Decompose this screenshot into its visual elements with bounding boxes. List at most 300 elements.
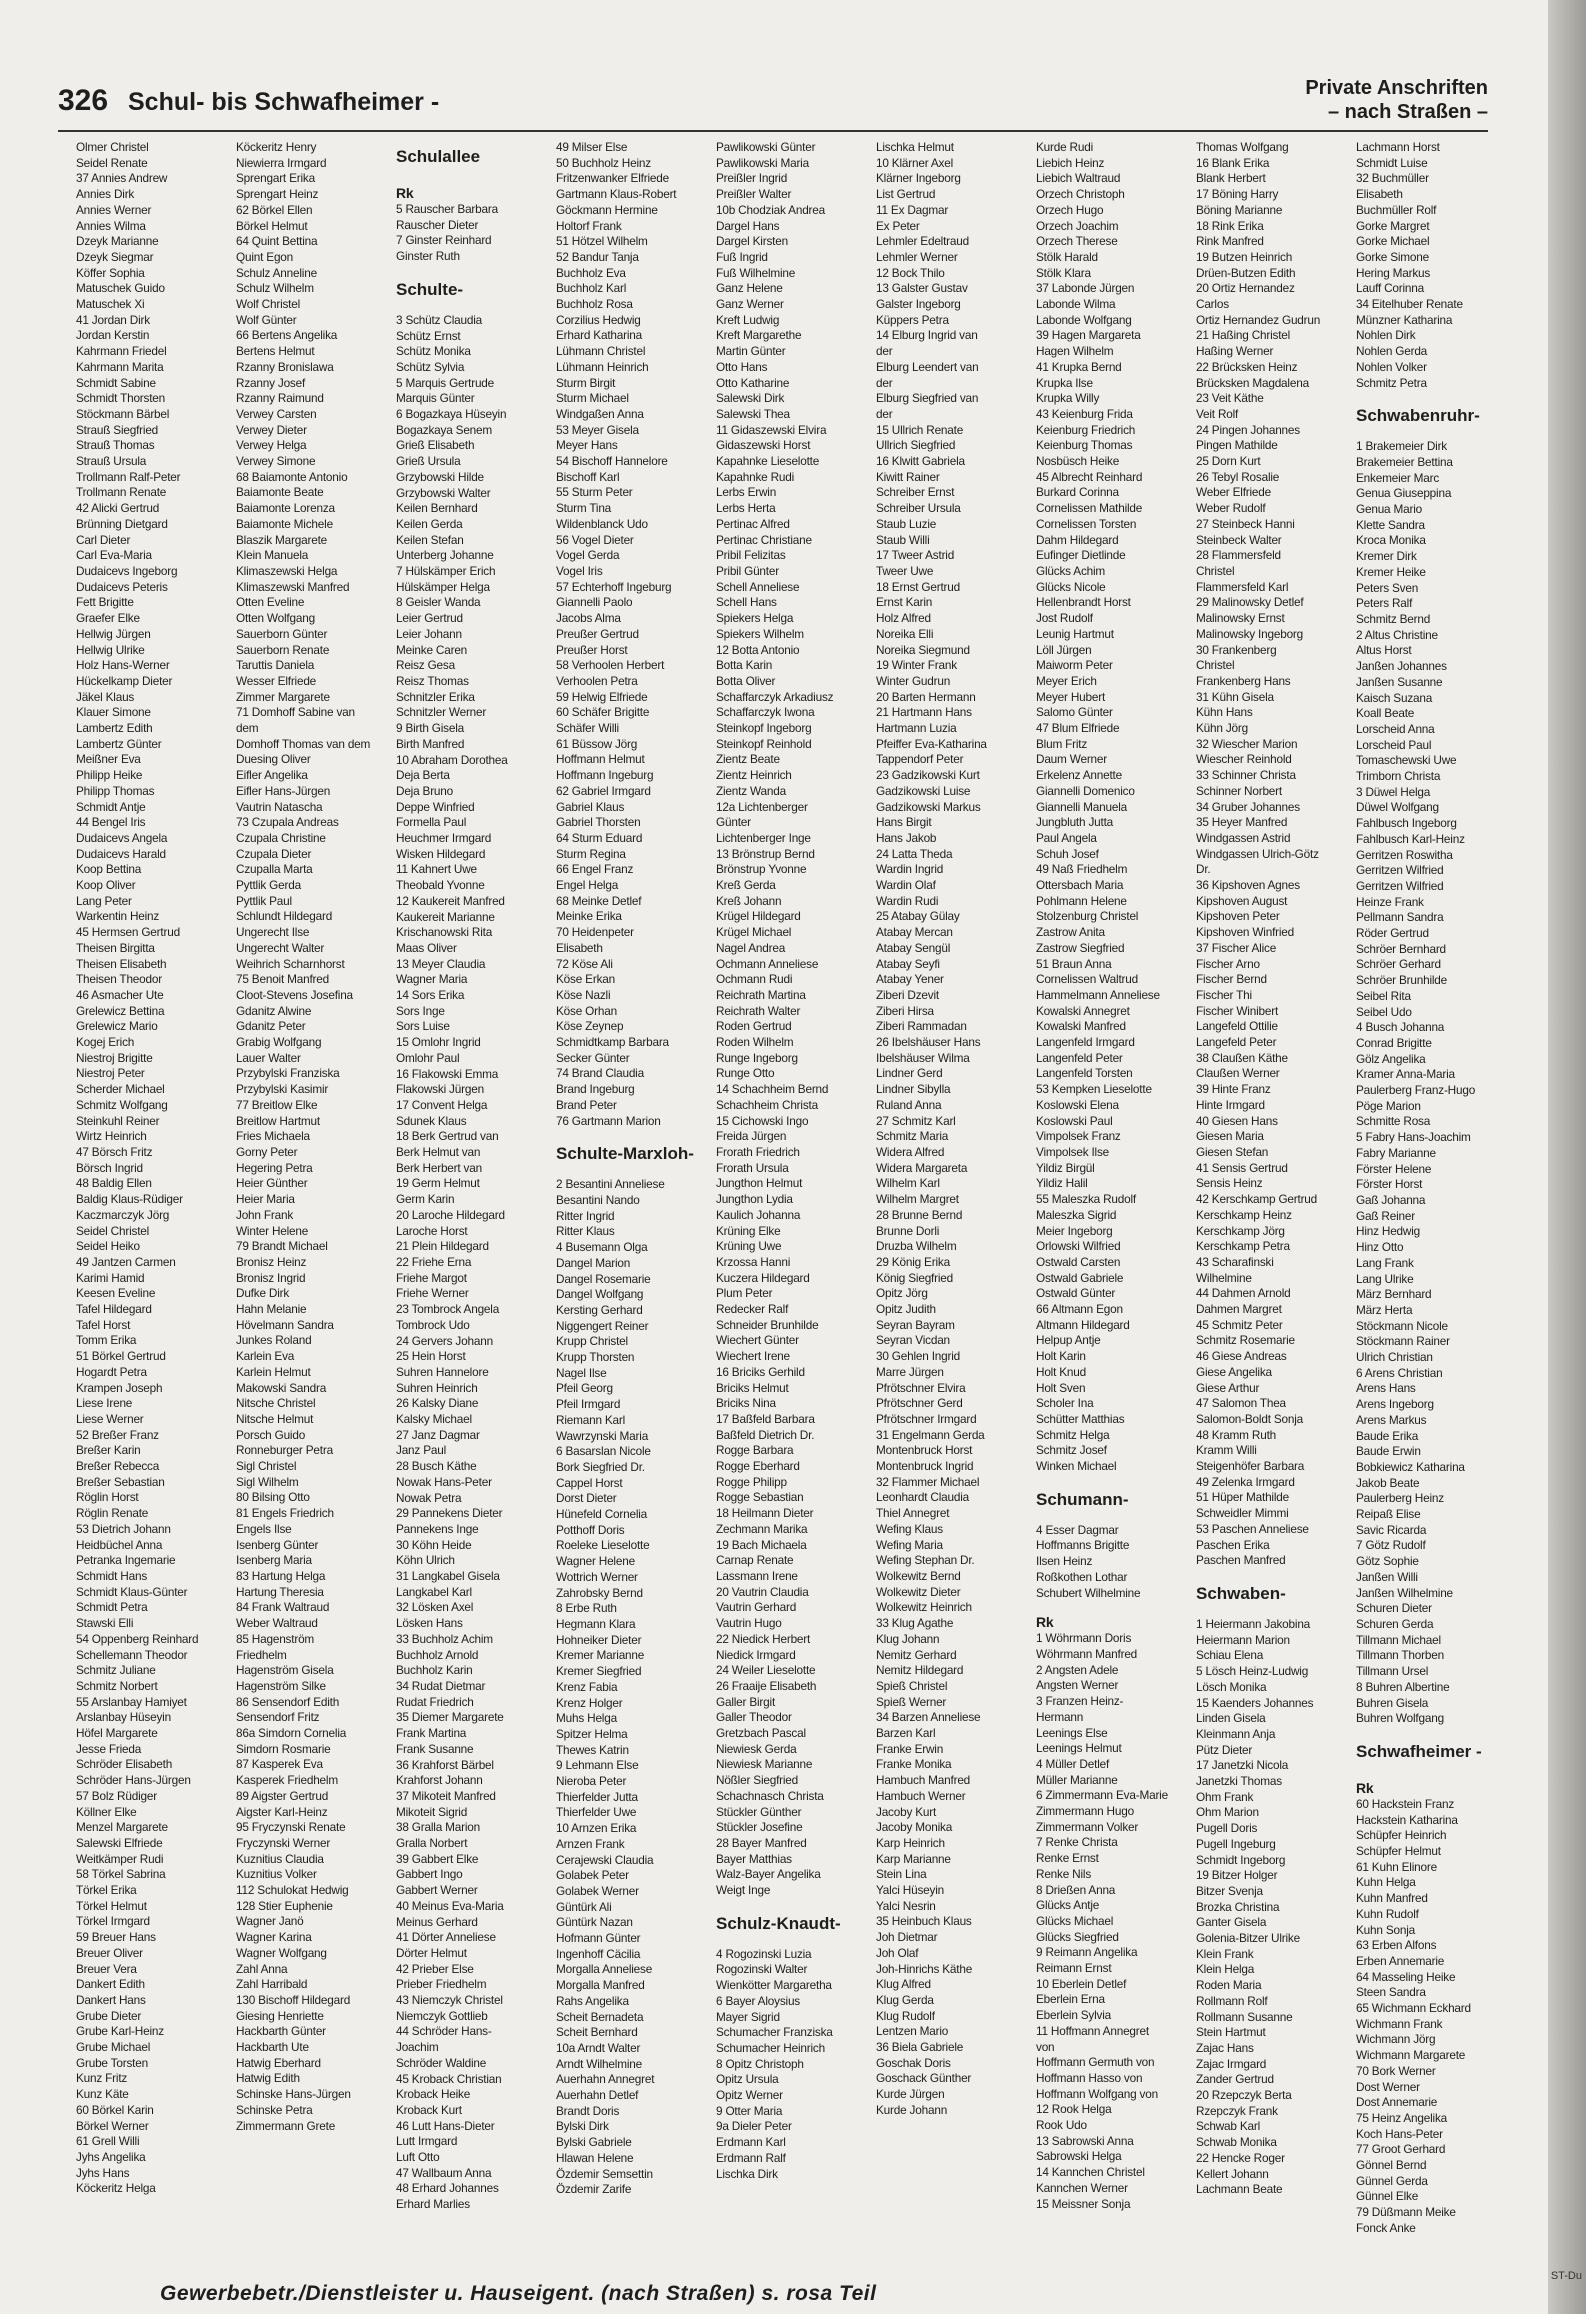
resident-entry: 49 Jantzen Carmen	[76, 1254, 176, 1269]
resident-entry: Krüning Uwe	[716, 1239, 782, 1254]
resident-entry: Schlundt Hildegard	[236, 909, 333, 924]
resident-entry: 48 Baldig Ellen	[76, 1176, 152, 1191]
resident-entry: 61 Büssow Jörg	[556, 736, 638, 751]
resident-entry: Schnitzler Erika	[396, 689, 475, 704]
resident-entry: 10 Arnzen Erika	[556, 1821, 637, 1836]
resident-entry: Schmidt Hans	[76, 1568, 148, 1583]
resident-entry: Verwey Dieter	[236, 422, 307, 437]
resident-entry: Sdunek Klaus	[396, 1113, 467, 1128]
resident-entry: Bylski Dirk	[556, 2119, 609, 2134]
resident-entry: Schröer Brunhilde	[1356, 973, 1448, 988]
resident-entry: Glücks Michael	[1036, 1913, 1114, 1928]
resident-entry: Barzen Karl	[876, 1726, 936, 1741]
resident-entry: Cerajewski Claudia	[556, 1852, 654, 1867]
resident-entry: Schuh Josef	[1036, 846, 1099, 861]
resident-entry: Opitz Judith	[876, 1302, 936, 1317]
resident-entry: Ritter Ingrid	[556, 1208, 615, 1223]
resident-entry: Gadzikowski Markus	[876, 799, 981, 814]
resident-entry: Hlawan Helene	[556, 2150, 634, 2165]
resident-entry: Nagel Andrea	[716, 940, 786, 955]
resident-entry: Hans Jakob	[876, 830, 937, 845]
resident-entry: Pütz Dieter	[1196, 1742, 1253, 1757]
spacer	[556, 1129, 712, 1137]
resident-entry: 37 Fischer Alice	[1196, 940, 1277, 955]
resident-entry: Stückler Günther	[716, 1804, 802, 1819]
resident-entry: Weber Waltraud	[236, 1616, 318, 1631]
resident-entry: 42 Kerschkamp Gertrud	[1196, 1192, 1318, 1207]
resident-entry: Widera Margareta	[876, 1160, 968, 1175]
resident-entry: Janz Paul	[396, 1443, 447, 1458]
resident-entry: Wagner Karina	[236, 1930, 312, 1945]
resident-entry: 56 Vogel Dieter	[556, 532, 634, 547]
resident-entry: Scherder Michael	[76, 1082, 165, 1097]
resident-entry: Labonde Wilma	[1036, 297, 1116, 312]
street-heading: Schwabenruhr-	[1356, 406, 1480, 426]
resident-entry: Weihrich Scharnhorst	[236, 956, 345, 971]
resident-entry: Flakowski Jürgen	[396, 1082, 484, 1097]
resident-entry: 24 Weiler Lieselotte	[716, 1663, 816, 1678]
resident-entry: 20 Ortiz Hernandez	[1196, 281, 1295, 296]
resident-entry: 39 Gabbert Elke	[396, 1851, 479, 1866]
resident-entry: Niewierra Irmgard	[236, 155, 327, 170]
resident-entry: Erdmann Karl	[716, 2135, 786, 2150]
resident-entry: 37 Labonde Jürgen	[1036, 281, 1135, 296]
resident-entry: Schachnasch Christa	[716, 1788, 824, 1803]
resident-entry: Kramm Willi	[1196, 1443, 1257, 1458]
resident-entry: Schmidt Sabine	[76, 375, 156, 390]
resident-entry: Kurde Johann	[876, 2102, 948, 2117]
resident-entry: Lassmann Irene	[716, 1568, 798, 1583]
resident-entry: Hoffmann Ingeburg	[556, 768, 654, 783]
resident-entry: 40 Meinus Eva-Maria	[396, 1898, 504, 1913]
resident-entry: Schreiber Ernst	[876, 485, 955, 500]
resident-entry: der	[876, 375, 893, 390]
resident-entry: Lutt Irmgard	[396, 2134, 458, 2149]
resident-entry: Koop Bettina	[76, 862, 142, 877]
resident-entry: Ungerecht Ilse	[236, 925, 310, 940]
resident-entry: Ginster Ruth	[396, 249, 460, 264]
resident-entry: Giesen Maria	[1196, 1129, 1264, 1144]
resident-entry: Kogej Erich	[76, 1035, 135, 1050]
resident-entry: Sors Luise	[396, 1019, 450, 1034]
resident-entry: Eberlein Erna	[1036, 1992, 1105, 2007]
resident-entry: Steinbeck Walter	[1196, 532, 1282, 547]
resident-entry: 87 Kasperek Eva	[236, 1757, 323, 1772]
resident-entry: Gerritzen Wilfried	[1356, 863, 1444, 878]
resident-entry: Schinske Hans-Jürgen	[236, 2087, 351, 2102]
resident-entry: 53 Kempken Lieselotte	[1036, 1082, 1152, 1097]
resident-entry: Jäkel Klaus	[76, 689, 135, 704]
resident-entry: Friehe Margot	[396, 1270, 467, 1285]
resident-entry: 64 Quint Bettina	[236, 234, 318, 249]
resident-entry: Strauß Siegfried	[76, 422, 159, 437]
resident-entry: Krupka Ilse	[1036, 375, 1093, 390]
resident-entry: 79 Düßmann Meike	[1356, 2205, 1456, 2220]
resident-entry: Meyer Erich	[1036, 673, 1097, 688]
resident-entry: Tappendorf Peter	[876, 752, 964, 767]
resident-entry: Lachmann Beate	[1196, 2182, 1283, 2197]
resident-entry: 34 Rudat Dietmar	[396, 1678, 486, 1693]
resident-entry: Dzeyk Marianne	[76, 234, 159, 249]
resident-entry: Warkentin Heinz	[76, 909, 160, 924]
resident-entry: Noreika Siegmund	[876, 642, 970, 657]
resident-entry: Trollmann Ralf-Peter	[76, 469, 181, 484]
resident-entry: Elisabeth	[1356, 187, 1403, 202]
resident-entry: Vogel Gerda	[556, 548, 620, 563]
resident-entry: Tweer Uwe	[876, 563, 934, 578]
resident-entry: Marre Jürgen	[876, 1364, 944, 1379]
resident-entry: 72 Köse Ali	[556, 956, 613, 971]
resident-entry: Niewiesk Gerda	[716, 1741, 797, 1756]
resident-entry: Isenberg Maria	[236, 1553, 312, 1568]
resident-entry: Giannelli Paolo	[556, 595, 633, 610]
resident-entry: Dahm Hildegard	[1036, 532, 1119, 547]
resident-entry: Ruland Anna	[876, 1097, 942, 1112]
resident-entry: Salewski Elfriede	[76, 1835, 163, 1850]
resident-entry: Wichmann Margarete	[1356, 2048, 1466, 2063]
resident-entry: Scholer Ina	[1036, 1396, 1094, 1411]
resident-entry: Hagenström Silke	[236, 1678, 326, 1693]
resident-entry: 59 Helwig Elfriede	[556, 689, 648, 704]
resident-entry: Ziberi Rammadan	[876, 1019, 967, 1034]
resident-entry: Deja Berta	[396, 768, 450, 783]
resident-entry: Röglin Renate	[76, 1506, 149, 1521]
resident-entry: 33 Buchholz Achim	[396, 1631, 493, 1646]
resident-entry: Günter	[716, 815, 751, 830]
resident-entry: Galster Ingeborg	[876, 297, 961, 312]
resident-entry: Fuß Wilhelmine	[716, 265, 796, 280]
resident-entry: 38 Gralla Marion	[396, 1820, 481, 1835]
resident-entry: Kroca Monika	[1356, 533, 1426, 548]
resident-entry: Günnel Elke	[1356, 2189, 1419, 2204]
resident-entry: Maiworm Peter	[1036, 658, 1113, 673]
resident-entry: 46 Lutt Hans-Dieter	[396, 2118, 495, 2133]
resident-entry: 25 Hein Horst	[396, 1349, 466, 1364]
resident-entry: Zimmer Margarete	[236, 689, 330, 704]
resident-entry: Heier Günther	[236, 1176, 308, 1191]
resident-entry: 42 Prieber Else	[396, 1961, 474, 1976]
resident-entry: Rzanny Bronislawa	[236, 359, 334, 374]
resident-entry: Schmitz Maria	[876, 1129, 949, 1144]
resident-entry: Dangel Wolfgang	[556, 1287, 644, 1302]
resident-entry: Klauer Simone	[76, 705, 151, 720]
resident-entry: 44 Dahmen Arnold	[1196, 1286, 1291, 1301]
resident-entry: Trollmann Renate	[76, 485, 167, 500]
resident-entry: Altmann Hildegard	[1036, 1317, 1130, 1332]
resident-entry: Auerhahn Detlef	[556, 2088, 639, 2103]
resident-entry: Hambuch Manfred	[876, 1773, 971, 1788]
resident-entry: Buchholz Rosa	[556, 297, 633, 312]
resident-entry: Kaczmarczyk Jörg	[76, 1207, 170, 1222]
resident-entry: Lühmann Christel	[556, 344, 646, 359]
resident-entry: Friehe Werner	[396, 1286, 469, 1301]
resident-entry: Zientz Wanda	[716, 783, 786, 798]
resident-entry: Weigt Inge	[716, 1883, 771, 1898]
resident-entry: Vimpolsek Ilse	[1036, 1145, 1110, 1159]
directory-column	[396, 140, 552, 2270]
resident-entry: Montenbruck Ingrid	[876, 1459, 974, 1474]
resident-entry: Fischer Thi	[1196, 987, 1252, 1002]
resident-entry: Hackbarth Ute	[236, 2040, 309, 2055]
directory-column	[1356, 140, 1512, 2270]
resident-entry: 16 Briciks Gerhild	[716, 1364, 805, 1379]
resident-entry: 41 Dörter Anneliese	[396, 1930, 496, 1945]
resident-entry: Dörter Helmut	[396, 1945, 467, 1960]
resident-entry: 53 Paschen Anneliese	[1196, 1521, 1309, 1536]
resident-entry: Fischer Bernd	[1196, 972, 1267, 987]
resident-entry: Klug Rudolf	[876, 2008, 935, 2023]
resident-entry: Jungbluth Jutta	[1036, 815, 1114, 830]
resident-entry: Köckeritz Helga	[76, 2181, 156, 2196]
resident-entry: 49 Naß Friedhelm	[1036, 862, 1128, 877]
resident-entry: 47 Salomon Thea	[1196, 1396, 1286, 1411]
resident-entry: Hülskämper Helga	[396, 579, 490, 594]
resident-entry: Corzilius Hedwig	[556, 312, 641, 327]
resident-entry: Brand Peter	[556, 1097, 617, 1112]
resident-entry: Czupala Dieter	[236, 846, 312, 861]
resident-entry: Steinkuhl Reiner	[76, 1113, 160, 1128]
resident-entry: Zimmermann Hugo	[1036, 1804, 1134, 1819]
resident-entry: Erdmann Ralf	[716, 2150, 786, 2165]
resident-entry: Löll Jürgen	[1036, 642, 1092, 657]
resident-entry: Kaulich Johanna	[716, 1207, 801, 1222]
resident-entry: 41 Sensis Gertrud	[1196, 1160, 1288, 1175]
resident-entry: 62 Börkel Ellen	[236, 202, 313, 217]
resident-entry: Schubert Wilhelmine	[1036, 1585, 1141, 1600]
resident-entry: 28 Busch Käthe	[396, 1459, 477, 1474]
resident-entry: Wilhelmine	[1196, 1270, 1252, 1285]
resident-entry: Kreß Gerda	[716, 878, 776, 893]
resident-entry: Steigenhöfer Barbara	[1196, 1459, 1305, 1474]
resident-entry: 6 Bogazkaya Hüseyin	[396, 407, 507, 422]
resident-entry: Rzanny Raimund	[236, 391, 324, 406]
resident-entry: 1 Heiermann Jakobina	[1196, 1616, 1311, 1631]
resident-entry: 21 Hartmann Hans	[876, 705, 972, 720]
resident-entry: 20 Vautrin Claudia	[716, 1584, 809, 1599]
resident-entry: Otten Eveline	[236, 595, 305, 610]
resident-entry: 3 Schütz Claudia	[396, 312, 482, 327]
resident-entry: Gartmann Klaus-Robert	[556, 187, 677, 202]
resident-entry: Staub Luzie	[876, 516, 937, 531]
resident-entry: Köckeritz Henry	[236, 140, 317, 154]
resident-entry: Koall Beate	[1356, 706, 1415, 721]
resident-entry: Jacoby Kurt	[876, 1804, 937, 1819]
directory-column	[716, 140, 872, 2270]
resident-entry: Matuschek Guido	[76, 281, 165, 296]
resident-entry: 45 Schmitz Peter	[1196, 1317, 1283, 1332]
resident-entry: Nohlen Gerda	[1356, 344, 1428, 359]
resident-entry: Nosbüsch Heike	[1036, 454, 1120, 469]
resident-entry: Bronisz Heinz	[236, 1254, 307, 1269]
resident-entry: Verhoolen Petra	[556, 673, 638, 688]
resident-entry: 7 Ginster Reinhard	[396, 233, 492, 248]
resident-entry: Vautrin Gerhard	[716, 1600, 797, 1615]
street-heading: Schulte-	[396, 279, 464, 299]
resident-entry: Baldig Klaus-Rüdiger	[76, 1192, 183, 1207]
resident-entry: Brandt Doris	[556, 2103, 620, 2118]
resident-entry: Sprengart Erika	[236, 171, 315, 186]
resident-entry: Giese Arthur	[1196, 1380, 1260, 1395]
resident-entry: Wilhelm Margret	[876, 1192, 959, 1207]
resident-entry: Kiwitt Rainer	[876, 469, 940, 484]
resident-entry: Berk Herbert van	[396, 1160, 482, 1175]
resident-entry: Röder Gertrud	[1356, 926, 1429, 941]
resident-entry: Galler Theodor	[716, 1710, 792, 1725]
resident-entry: Czupalla Marta	[236, 862, 313, 877]
resident-entry: Lindner Sibylla	[876, 1082, 951, 1097]
resident-entry: 15 Meissner Sonja	[1036, 2196, 1131, 2211]
resident-entry: Otten Wolfgang	[236, 611, 315, 626]
resident-entry: Zahl Anna	[236, 1961, 288, 1976]
resident-entry: Pellmann Sandra	[1356, 910, 1444, 925]
resident-entry: Giesing Henriette	[236, 2008, 324, 2023]
resident-entry: Hans Birgit	[876, 815, 932, 830]
resident-entry: 48 Erhard Johannes	[396, 2181, 499, 2196]
resident-entry: 23 Tombrock Angela	[396, 1302, 500, 1317]
resident-entry: Wiechert Günter	[716, 1333, 799, 1348]
resident-entry: Deja Bruno	[396, 783, 454, 798]
resident-entry: 55 Sturm Peter	[556, 485, 633, 500]
resident-entry: Lösch Monika	[1196, 1679, 1267, 1694]
resident-entry: 77 Breitlow Elke	[236, 1097, 318, 1112]
resident-entry: Lösken Hans	[396, 1616, 463, 1631]
resident-entry: Sauerborn Günter	[236, 626, 328, 641]
resident-entry: Kremer Marianne	[556, 1648, 645, 1663]
resident-entry: 47 Blum Elfriede	[1036, 721, 1120, 736]
resident-entry: Gabbert Werner	[396, 1883, 478, 1898]
resident-entry: 25 Dorn Kurt	[1196, 454, 1261, 469]
resident-entry: Wiescher Reinhold	[1196, 752, 1292, 767]
resident-entry: Lorscheid Anna	[1356, 721, 1435, 736]
resident-entry: Pawlikowski Maria	[716, 155, 809, 170]
resident-entry: 5 Fabry Hans-Joachim	[1356, 1130, 1471, 1145]
resident-entry: Schmitz Helga	[1036, 1427, 1110, 1442]
resident-entry: Bischoff Karl	[556, 469, 620, 484]
resident-entry: Pugell Doris	[1196, 1821, 1258, 1836]
resident-entry: Hackbarth Günter	[236, 2024, 326, 2039]
resident-entry: Schütter Matthias	[1036, 1411, 1125, 1426]
resident-entry: 32 Flammer Michael	[876, 1474, 980, 1489]
resident-entry: Hackstein Katharina	[1356, 1812, 1458, 1827]
resident-entry: Dargel Hans	[716, 218, 780, 233]
resident-entry: 29 Malinowsky Detlef	[1196, 595, 1304, 610]
resident-entry: 35 Heinbuch Klaus	[876, 1914, 972, 1929]
resident-entry: 3 Düwel Helga	[1356, 784, 1431, 799]
resident-entry: 45 Kroback Christian	[396, 2071, 502, 2086]
resident-entry: Domhoff Thomas van dem	[236, 736, 371, 751]
resident-entry: Gabbert Ingo	[396, 1867, 463, 1882]
resident-entry: Dargel Kirsten	[716, 234, 788, 249]
resident-entry: Hoffmann Helmut	[556, 752, 645, 767]
resident-entry: Schmitz Rosemarie	[1196, 1333, 1295, 1348]
resident-entry: Köllner Elke	[76, 1804, 137, 1819]
resident-entry: 27 Janz Dagmar	[396, 1427, 480, 1442]
resident-entry: Dufke Dirk	[236, 1286, 290, 1301]
resident-entry: 46 Giese Andreas	[1196, 1349, 1287, 1364]
resident-entry: Rogozinski Walter	[716, 1962, 808, 1977]
resident-entry: Tomm Erika	[76, 1333, 137, 1348]
resident-entry: Jakob Beate	[1356, 1475, 1420, 1490]
resident-entry: Brunne Dorli	[876, 1223, 940, 1238]
resident-entry: Zahrobsky Bernd	[556, 1585, 643, 1600]
resident-entry: Dahmen Margret	[1196, 1302, 1282, 1317]
resident-entry: Nemitz Hildegard	[876, 1663, 964, 1678]
resident-entry: 22 Brücksken Heinz	[1196, 359, 1298, 374]
resident-entry: Rzanny Josef	[236, 375, 306, 390]
resident-entry: Jacobs Alma	[556, 611, 621, 626]
resident-entry: Mayer Sigrid	[716, 2009, 780, 2024]
resident-entry: Pfrötschner Gerd	[876, 1396, 963, 1411]
resident-entry: Botta Karin	[716, 658, 773, 673]
directory-column	[1036, 140, 1192, 2270]
resident-entry: Arens Hans	[1356, 1381, 1416, 1396]
resident-entry: 53 Meyer Gisela	[556, 422, 639, 437]
resident-entry: Schmitz Petra	[1356, 375, 1427, 390]
resident-entry: Verwey Simone	[236, 454, 316, 469]
resident-entry: 18 Rink Erika	[1196, 218, 1264, 233]
resident-entry: Schmidtkamp Barbara	[556, 1035, 669, 1050]
section-title-line1: Private Anschriften	[1305, 77, 1488, 99]
resident-entry: Schumacher Heinrich	[716, 2040, 825, 2055]
resident-entry: 2 Besantini Anneliese	[556, 1177, 665, 1192]
resident-entry: Leenings Helmut	[1036, 1741, 1122, 1756]
resident-entry: Joh-Hinrichs Käthe	[876, 1961, 973, 1976]
resident-entry: Engels Ilse	[236, 1521, 292, 1536]
resident-entry: Jesse Frieda	[76, 1741, 142, 1756]
resident-entry: 26 Kalsky Diane	[396, 1396, 479, 1411]
resident-entry: Philipp Heike	[76, 768, 143, 783]
resident-entry: Holt Knud	[1036, 1364, 1087, 1379]
resident-entry: 14 Kannchen Christel	[1036, 2165, 1145, 2180]
resident-entry: Keienburg Friedrich	[1036, 422, 1136, 437]
resident-entry: Otto Hans	[716, 359, 768, 374]
resident-entry: Giannelli Domenico	[1036, 783, 1135, 798]
resident-entry: Schmitz Wolfgang	[76, 1097, 168, 1112]
resident-entry: Ernst Karin	[876, 595, 933, 610]
resident-entry: Keilen Stefan	[396, 532, 464, 547]
resident-entry: Wiechert Irene	[716, 1349, 790, 1364]
resident-entry: Zimmermann Volker	[1036, 1819, 1139, 1834]
resident-entry: 40 Giesen Hans	[1196, 1113, 1278, 1128]
resident-entry: Brakemeier Bettina	[1356, 454, 1453, 469]
resident-entry: Hoffmann Wolfgang von	[1036, 2086, 1158, 2101]
resident-entry: Wolkewitz Dieter	[876, 1584, 961, 1599]
resident-entry: Karp Heinrich	[876, 1835, 945, 1850]
resident-entry: 54 Oppenberg Reinhard	[76, 1631, 199, 1646]
resident-entry: Köse Orhan	[556, 1003, 617, 1018]
resident-entry: Keilen Bernhard	[396, 501, 478, 516]
resident-entry: Otto Katharine	[716, 375, 790, 390]
resident-entry: Yalci Hüseyin	[876, 1883, 944, 1898]
page-range-title: Schul- bis Schwafheimer -	[128, 88, 440, 116]
resident-entry: Langenfeld Irmgard	[1036, 1035, 1135, 1050]
resident-entry: Wefing Stephan Dr.	[876, 1553, 975, 1568]
resident-entry: Ex Peter	[876, 218, 920, 233]
resident-entry: Fahlbusch Ingeborg	[1356, 816, 1457, 831]
resident-entry: Krügel Hildegard	[716, 909, 801, 924]
district-label: Rk	[1356, 1779, 1374, 1796]
resident-entry: 37 Annies Andrew	[76, 171, 168, 186]
resident-entry: Tillmann Thorben	[1356, 1648, 1444, 1663]
resident-entry: 31 Engelmann Gerda	[876, 1427, 985, 1442]
resident-entry: Redecker Ralf	[716, 1302, 789, 1317]
resident-entry: Wolkewitz Bernd	[876, 1568, 961, 1583]
resident-entry: 53 Dietrich Johann	[76, 1521, 171, 1536]
resident-entry: 63 Erben Alfons	[1356, 1938, 1437, 1953]
resident-entry: 15 Kaenders Johannes	[1196, 1695, 1314, 1710]
resident-entry: Elburg Siegfried van	[876, 391, 979, 406]
resident-entry: Stawski Elli	[76, 1616, 134, 1631]
